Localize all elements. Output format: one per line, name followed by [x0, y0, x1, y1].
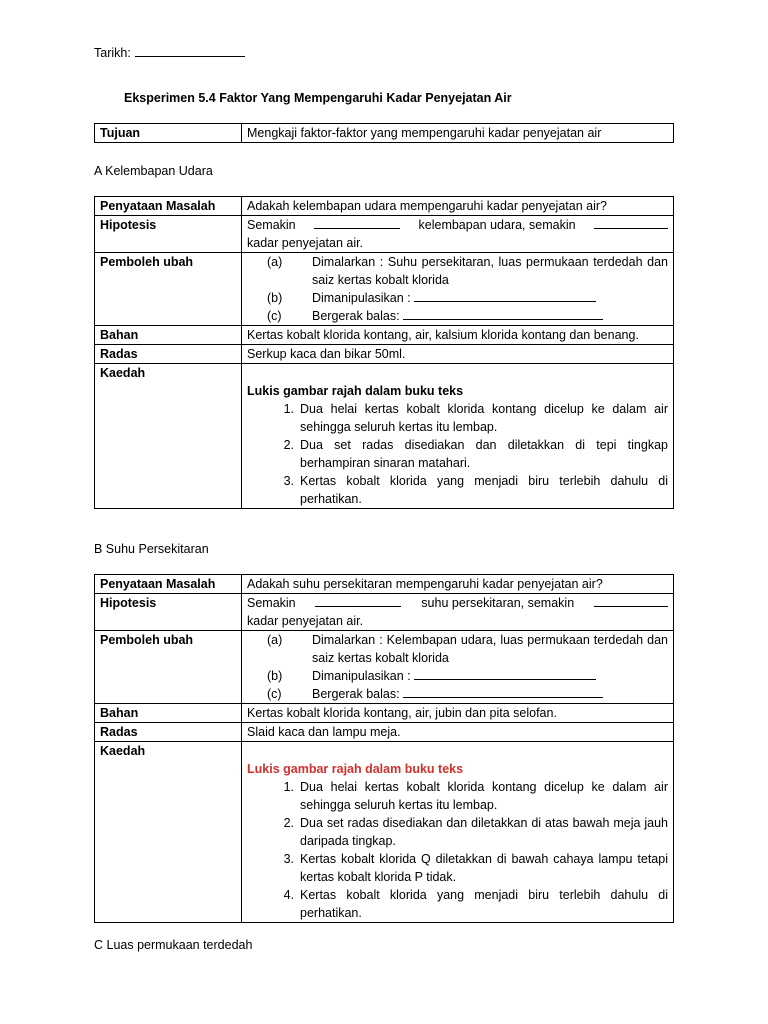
problem-statement-key: Penyataan Masalah	[95, 197, 242, 216]
manipulated-label: Dimanipulasikan :	[312, 669, 411, 683]
hypothesis-text-3: kadar penyejatan air.	[247, 236, 364, 250]
aim-row	[95, 124, 674, 143]
hypothesis-value	[242, 216, 674, 253]
responding-label: Bergerak balas:	[312, 309, 400, 323]
method-key: Kaedah	[95, 742, 242, 923]
page-title: Eksperimen 5.4 Faktor Yang Mempengaruhi Kadar Penyejatan Air	[124, 91, 512, 105]
section-b-heading: B Suhu Persekitaran	[94, 542, 209, 556]
list-item: (a) Dimalarkan : Kelembapan udara, luas permukaan terdedah dan saiz kertas kobalt klorida	[267, 633, 668, 665]
method-heading: Lukis gambar rajah dalam buku teks	[247, 762, 464, 776]
materials-value: Kertas kobalt klorida kontang, air, jubin dan pita selofan.	[242, 704, 674, 723]
apparatus-value: Serkup kaca dan bikar 50ml.	[242, 345, 674, 364]
step-text: Dua set radas disediakan dan diletakkan di atas bawah meja jauh daripada tingkap.	[300, 816, 668, 848]
table-row	[95, 345, 674, 364]
variables-value	[242, 253, 674, 326]
list-item: (c) Bergerak balas:	[247, 307, 668, 325]
date-label: Tarikh:	[94, 46, 131, 60]
list-item: (a) Dimalarkan : Suhu persekitaran, luas permukaan terdedah dan saiz kertas kobalt klorida	[267, 255, 668, 287]
hypothesis-blank-1[interactable]	[315, 594, 401, 607]
materials-value: Kertas kobalt klorida kontang, air, kalsium klorida kontang dan benang.	[242, 326, 674, 345]
list-item	[247, 436, 668, 472]
method-value	[242, 742, 674, 923]
section-a-table	[94, 196, 674, 509]
method-value	[242, 364, 674, 509]
aim-value: Mengkaji faktor-faktor yang mempengaruhi kadar penyejatan air	[242, 124, 674, 143]
variables-key: Pemboleh ubah	[95, 631, 242, 704]
date-blank-line[interactable]	[135, 44, 245, 57]
table-row	[95, 216, 674, 253]
table-row	[95, 594, 674, 631]
responding-blank[interactable]	[403, 685, 603, 698]
hypothesis-text-2: suhu persekitaran, semakin	[421, 596, 575, 610]
hypothesis-text-1: Semakin	[247, 218, 296, 232]
hypothesis-text-3: kadar penyejatan air.	[247, 614, 364, 628]
hypothesis-key: Hipotesis	[95, 594, 242, 631]
list-item: (b) Dimanipulasikan :	[247, 289, 668, 307]
problem-statement-key: Penyataan Masalah	[95, 575, 242, 594]
problem-statement-value: Adakah kelembapan udara mempengaruhi kadar penyejatan air?	[242, 197, 674, 216]
step-text: Kertas kobalt klorida Q diletakkan di bawah cahaya lampu tetapi kertas kobalt klorida P tidak.	[300, 852, 668, 884]
constant-variables: Dimalarkan : Kelembapan udara, luas permukaan terdedah dan saiz kertas kobalt klorida	[312, 633, 668, 665]
variables-list	[247, 631, 668, 703]
problem-statement-value: Adakah suhu persekitaran mempengaruhi kadar penyejatan air?	[242, 575, 674, 594]
table-row	[95, 326, 674, 345]
hypothesis-value	[242, 594, 674, 631]
step-number: 1.	[283, 780, 294, 794]
step-text: Kertas kobalt klorida yang menjadi biru terlebih dahulu di perhatikan.	[300, 474, 668, 506]
manipulated-blank[interactable]	[414, 667, 596, 680]
section-a-heading: A Kelembapan Udara	[94, 164, 213, 178]
materials-key: Bahan	[95, 704, 242, 723]
list-item	[247, 778, 668, 814]
step-text: Dua helai kertas kobalt klorida kontang dicelup ke dalam air sehingga seluruh kertas itu lembap.	[300, 402, 668, 434]
list-item: (c) Bergerak balas:	[247, 685, 668, 703]
apparatus-key: Radas	[95, 345, 242, 364]
step-number: 4.	[283, 888, 294, 902]
method-heading: Lukis gambar rajah dalam buku teks	[247, 384, 464, 398]
apparatus-value: Slaid kaca dan lampu meja.	[242, 723, 674, 742]
list-item: (b) Dimanipulasikan :	[247, 667, 668, 685]
method-steps	[247, 778, 668, 922]
hypothesis-blank-1[interactable]	[314, 216, 400, 229]
variables-key: Pemboleh ubah	[95, 253, 242, 326]
method-steps	[247, 400, 668, 508]
table-row	[95, 364, 674, 509]
table-row	[95, 723, 674, 742]
step-text: Dua helai kertas kobalt klorida kontang dicelup ke dalam air sehingga seluruh kertas itu lembap.	[300, 780, 668, 812]
list-item	[247, 850, 668, 886]
aim-table	[94, 123, 674, 143]
section-b-table	[94, 574, 674, 923]
list-item	[247, 814, 668, 850]
manipulated-blank[interactable]	[414, 289, 596, 302]
list-item	[247, 472, 668, 508]
aim-key: Tujuan	[95, 124, 242, 143]
table-row	[95, 742, 674, 923]
hypothesis-blank-2[interactable]	[594, 594, 668, 607]
table-row	[95, 575, 674, 594]
manipulated-label: Dimanipulasikan :	[312, 291, 411, 305]
step-number: 2.	[283, 816, 294, 830]
section-c-heading: C Luas permukaan terdedah	[94, 938, 253, 952]
step-text: Kertas kobalt klorida yang menjadi biru terlebih dahulu di perhatikan.	[300, 888, 668, 920]
list-item	[247, 400, 668, 436]
table-row	[95, 253, 674, 326]
step-text: Dua set radas disediakan dan diletakkan di tepi tingkap berhampiran sinaran matahari.	[300, 438, 668, 470]
step-number: 3.	[283, 852, 294, 866]
step-number: 2.	[283, 438, 294, 452]
variables-list	[247, 253, 668, 325]
constant-variables: Dimalarkan : Suhu persekitaran, luas permukaan terdedah dan saiz kertas kobalt klorida	[312, 255, 668, 287]
list-item	[247, 886, 668, 922]
table-row	[95, 631, 674, 704]
responding-blank[interactable]	[403, 307, 603, 320]
table-row	[95, 704, 674, 723]
hypothesis-blank-2[interactable]	[594, 216, 668, 229]
date-field	[94, 44, 245, 62]
apparatus-key: Radas	[95, 723, 242, 742]
method-key: Kaedah	[95, 364, 242, 509]
hypothesis-text-2: kelembapan udara, semakin	[418, 218, 576, 232]
hypothesis-key: Hipotesis	[95, 216, 242, 253]
variables-value	[242, 631, 674, 704]
step-number: 3.	[283, 474, 294, 488]
table-row	[95, 197, 674, 216]
step-number: 1.	[283, 402, 294, 416]
materials-key: Bahan	[95, 326, 242, 345]
responding-label: Bergerak balas:	[312, 687, 400, 701]
hypothesis-text-1: Semakin	[247, 596, 296, 610]
